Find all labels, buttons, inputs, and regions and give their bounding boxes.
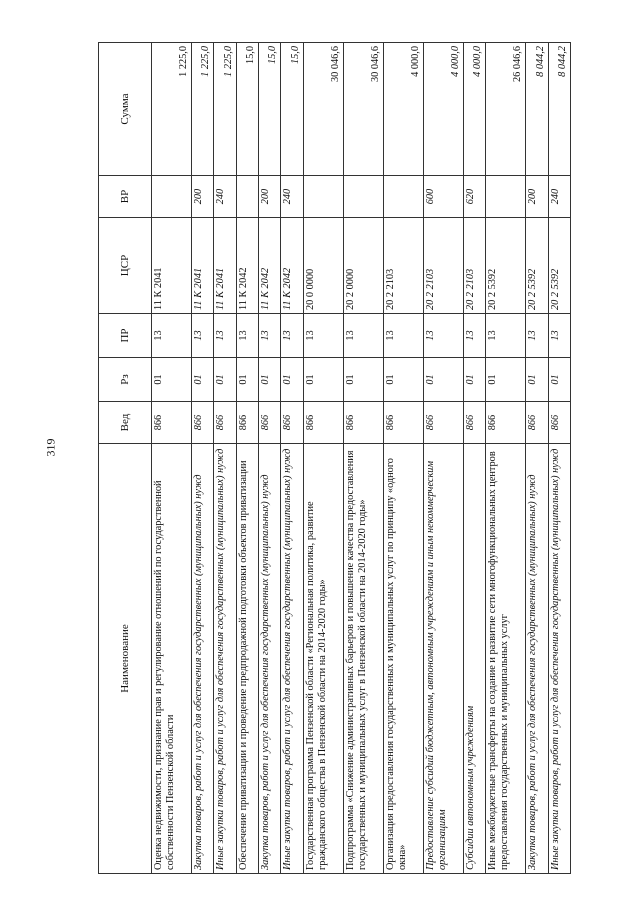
cell-rz: 01 xyxy=(152,358,192,402)
cell-ved: 866 xyxy=(343,402,383,444)
table-body xyxy=(152,43,571,874)
cell-sum: 1 225,0 xyxy=(192,43,214,176)
cell-vr: 200 xyxy=(526,176,548,218)
cell-csr: 20 2 5392 xyxy=(526,218,548,314)
cell-csr: 11 К 2042 xyxy=(281,218,303,314)
cell-sum: 15,0 xyxy=(258,43,280,176)
cell-ved: 866 xyxy=(152,402,192,444)
cell-sum: 26 046,6 xyxy=(486,43,526,176)
cell-rz: 01 xyxy=(526,358,548,402)
header-sum: Сумма xyxy=(99,43,152,176)
cell-ved: 866 xyxy=(383,402,423,444)
cell-name: Государственная программа Пензенской области «Региональная политика, развитие гражданского общества в Пензенской области на 2014-2020 годы» xyxy=(303,444,343,874)
cell-pr: 13 xyxy=(526,314,548,358)
cell-name: Субсидии автономным учреждениям xyxy=(463,444,485,874)
cell-rz: 01 xyxy=(281,358,303,402)
cell-vr: 240 xyxy=(214,176,236,218)
cell-rz: 01 xyxy=(192,358,214,402)
cell-name: Закупка товаров, работ и услуг для обеспечения государственных (муниципальных) нужд xyxy=(192,444,214,874)
cell-vr: 240 xyxy=(281,176,303,218)
cell-ved: 866 xyxy=(423,402,463,444)
cell-pr: 13 xyxy=(236,314,258,358)
cell-ved: 866 xyxy=(303,402,343,444)
cell-name: Предоставление субсидий бюджетным, автономным учреждениям и иным некоммерческим организациям xyxy=(423,444,463,874)
header-pr: ПР xyxy=(99,314,152,358)
cell-name: Обеспечение приватизации и проведение предпродажной подготовки объектов приватизации xyxy=(236,444,258,874)
header-rz: Рз xyxy=(99,358,152,402)
table-row xyxy=(152,43,192,874)
cell-vr xyxy=(486,176,526,218)
table-row xyxy=(486,43,526,874)
cell-sum: 1 225,0 xyxy=(152,43,192,176)
cell-csr: 20 2 0000 xyxy=(343,218,383,314)
cell-ved: 866 xyxy=(192,402,214,444)
cell-name: Организация предоставления государственных и муниципальных услуг по принципу «одного окна» xyxy=(383,444,423,874)
cell-vr: 600 xyxy=(423,176,463,218)
table-row xyxy=(548,43,570,874)
table-row xyxy=(303,43,343,874)
cell-name: Иные закупки товаров, работ и услуг для обеспечения государственных (муниципальных) нужд xyxy=(548,444,570,874)
cell-csr: 20 2 5392 xyxy=(548,218,570,314)
table-row xyxy=(343,43,383,874)
cell-csr: 11 К 2042 xyxy=(258,218,280,314)
table-row xyxy=(526,43,548,874)
cell-ved: 866 xyxy=(236,402,258,444)
cell-pr: 13 xyxy=(463,314,485,358)
cell-sum: 4 000,0 xyxy=(463,43,485,176)
cell-name: Подпрограмма «Снижение административных барьеров и повышение качества предоставления государственных и муниципальных услуг в Пензенской области на 2014-2020 годы» xyxy=(343,444,383,874)
cell-pr: 13 xyxy=(423,314,463,358)
header-ved: Вед xyxy=(99,402,152,444)
cell-rz: 01 xyxy=(463,358,485,402)
cell-vr xyxy=(236,176,258,218)
table-row xyxy=(281,43,303,874)
cell-sum: 30 046,6 xyxy=(303,43,343,176)
cell-rz: 01 xyxy=(214,358,236,402)
cell-pr: 13 xyxy=(192,314,214,358)
rotated-table-wrapper xyxy=(98,43,571,874)
table-row xyxy=(214,43,236,874)
cell-rz: 01 xyxy=(383,358,423,402)
cell-sum: 1 225,0 xyxy=(214,43,236,176)
table-frame xyxy=(98,43,571,874)
cell-rz: 01 xyxy=(486,358,526,402)
cell-ved: 866 xyxy=(214,402,236,444)
cell-rz: 01 xyxy=(303,358,343,402)
cell-pr: 13 xyxy=(383,314,423,358)
table-header-row xyxy=(99,43,152,874)
header-vr: ВР xyxy=(99,176,152,218)
cell-rz: 01 xyxy=(548,358,570,402)
cell-csr: 11 К 2041 xyxy=(214,218,236,314)
table-row xyxy=(258,43,280,874)
cell-csr: 11 К 2041 xyxy=(192,218,214,314)
cell-vr: 200 xyxy=(192,176,214,218)
cell-vr xyxy=(383,176,423,218)
cell-pr: 13 xyxy=(548,314,570,358)
header-csr: ЦСР xyxy=(99,218,152,314)
cell-csr: 20 2 2103 xyxy=(463,218,485,314)
cell-csr: 20 2 5392 xyxy=(486,218,526,314)
cell-vr xyxy=(303,176,343,218)
table-row xyxy=(463,43,485,874)
cell-sum: 4 000,0 xyxy=(423,43,463,176)
cell-ved: 866 xyxy=(281,402,303,444)
table-row xyxy=(383,43,423,874)
cell-name: Оценка недвижимости, признание прав и регулирование отношений по государственной собственности Пензенской области xyxy=(152,444,192,874)
cell-ved: 866 xyxy=(258,402,280,444)
cell-pr: 13 xyxy=(303,314,343,358)
cell-csr: 20 2 2103 xyxy=(383,218,423,314)
table-row xyxy=(423,43,463,874)
cell-ved: 866 xyxy=(526,402,548,444)
cell-pr: 13 xyxy=(486,314,526,358)
cell-name: Иные закупки товаров, работ и услуг для обеспечения государственных (муниципальных) нужд xyxy=(214,444,236,874)
cell-rz: 01 xyxy=(236,358,258,402)
cell-sum: 8 044,2 xyxy=(526,43,548,176)
header-name: Наименование xyxy=(99,444,152,874)
cell-pr: 13 xyxy=(343,314,383,358)
cell-name: Иные межбюджетные трансферты на создание и развитие сети многофункциональных центров предоставления государственных и муниципальных услуг xyxy=(486,444,526,874)
cell-sum: 15,0 xyxy=(281,43,303,176)
cell-rz: 01 xyxy=(258,358,280,402)
cell-sum: 15,0 xyxy=(236,43,258,176)
cell-sum: 8 044,2 xyxy=(548,43,570,176)
cell-ved: 866 xyxy=(548,402,570,444)
cell-pr: 13 xyxy=(258,314,280,358)
cell-vr: 240 xyxy=(548,176,570,218)
table-row xyxy=(236,43,258,874)
cell-pr: 13 xyxy=(152,314,192,358)
cell-ved: 866 xyxy=(486,402,526,444)
cell-vr: 620 xyxy=(463,176,485,218)
cell-pr: 13 xyxy=(281,314,303,358)
cell-sum: 4 000,0 xyxy=(383,43,423,176)
table-row xyxy=(192,43,214,874)
cell-name: Закупка товаров, работ и услуг для обеспечения государственных (муниципальных) нужд xyxy=(526,444,548,874)
budget-table xyxy=(98,42,571,874)
cell-pr: 13 xyxy=(214,314,236,358)
cell-sum: 30 046,6 xyxy=(343,43,383,176)
cell-csr: 20 0 0000 xyxy=(303,218,343,314)
cell-vr xyxy=(152,176,192,218)
cell-csr: 11 К 2041 xyxy=(152,218,192,314)
cell-name: Закупка товаров, работ и услуг для обеспечения государственных (муниципальных) нужд xyxy=(258,444,280,874)
cell-vr: 200 xyxy=(258,176,280,218)
cell-vr xyxy=(343,176,383,218)
cell-rz: 01 xyxy=(423,358,463,402)
cell-csr: 11 К 2042 xyxy=(236,218,258,314)
cell-name: Иные закупки товаров, работ и услуг для обеспечения государственных (муниципальных) нужд xyxy=(281,444,303,874)
cell-ved: 866 xyxy=(463,402,485,444)
cell-csr: 20 2 2103 xyxy=(423,218,463,314)
page-number: 319 xyxy=(43,438,58,457)
cell-rz: 01 xyxy=(343,358,383,402)
